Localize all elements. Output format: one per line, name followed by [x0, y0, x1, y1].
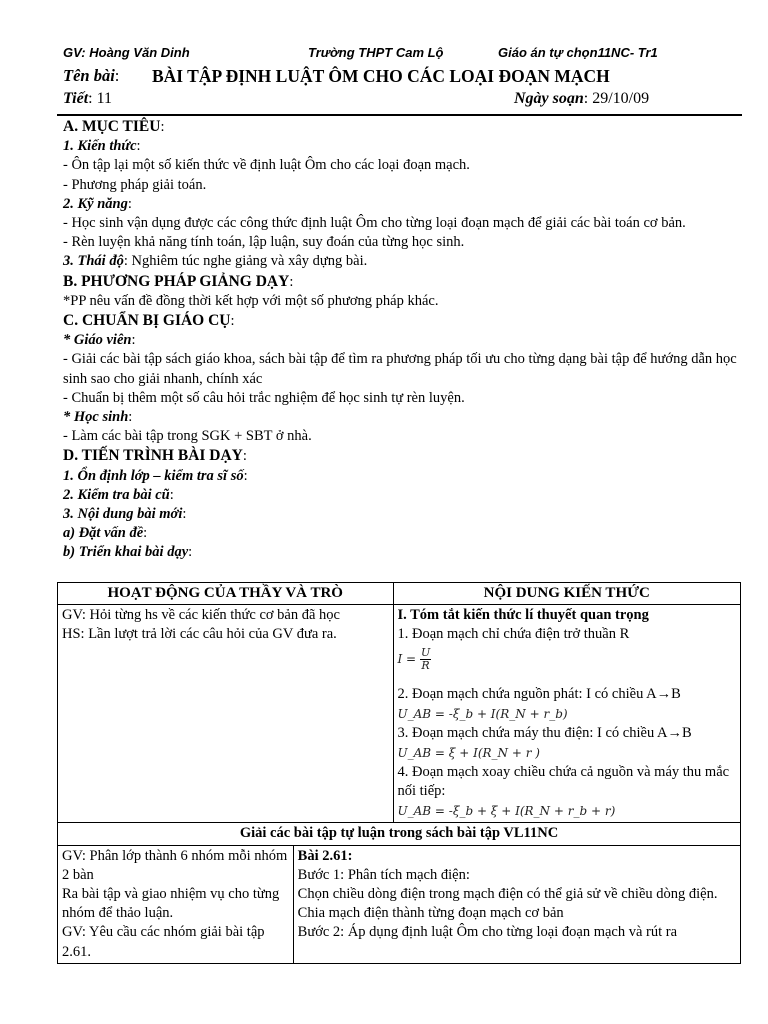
section-d-heading: D. TIẾN TRÌNH BÀI DẠY: [63, 447, 243, 465]
exercise-section-heading: Giải các bài tập tự luận trong sách bài tập VL11NC: [58, 823, 741, 845]
a1-line-2: - Phương pháp giải toán.: [63, 176, 207, 193]
section-a-heading: A. MỤC TIÊU: [63, 118, 161, 135]
column-header-activities: HOẠT ĐỘNG CỦA THẦY VÀ TRÒ: [58, 583, 394, 605]
period-row: [63, 90, 743, 108]
content-line: 4. Đoạn mạch xoay chiều chứa cả nguồn và máy thu mắc nối tiếp:: [397, 764, 730, 800]
formula-ohm: [398, 645, 737, 685]
formula-source: U_AB = -ξ_b + I(R_N + r_b): [397, 706, 568, 721]
date-label: Ngày soạn: [514, 90, 584, 107]
content-line: 1. Đoạn mạch chỉ chứa điện trở thuần R: [397, 626, 630, 643]
formula-ohm-numerator: U: [420, 645, 431, 659]
formula-series: U_AB = -ξ_b + ξ + I(R_N + r_b + r): [397, 804, 616, 819]
lesson-title-row: Tên bài: BÀI TẬP ĐỊNH LUẬT ÔM CHO CÁC LOẠI ĐOẠN MẠCH: [63, 66, 610, 86]
content-line: Bước 1: Phân tích mạch điện:: [297, 866, 470, 883]
document-body: A. MỤC TIÊU: 1. Kiến thức: - Ôn tập lại một số kiến thức về định luật Ôm cho các loại đoạn mạch. - Phương pháp giải toán. 2. Kỹ năng: - Học sinh vận dụng được các công thức định luật Ôm cho từng loại đoạn mạch để giải các bài toán cơ bản. - Rèn luyện khả năng tính toán, lập luận, suy đoán của từng học sinh. 3. Thái độ: Nghiêm túc nghe giảng và xây dựng bài. B. PHƯƠNG PHÁP GIẢNG DẠY: *PP nêu vấn đề đồng thời kết hợp với một số phương pháp khác. C. CHUẨN BỊ GIÁO CỤ: * Giáo viên: - Giải các bài tập sách giáo khoa, sách bài tập để tìm ra phương pháp tối ưu cho từng dạng bài tập để hướng dẫn học sinh sao cho giải nhanh, chính xác - Chuẩn bị thêm một số câu hỏi trắc nghiệm để học sinh tự rèn luyện. * Học sinh: - Làm các bài tập trong SGK + SBT ở nhà. D. TIẾN TRÌNH BÀI DẠY: 1. Ổn định lớp – kiểm tra sĩ số: 2. Kiểm tra bài cũ: 3. Nội dung bài mới: a) Đặt vấn đề: b) Triển khai bài dạy:: [63, 117, 743, 563]
activity-line: GV: Yêu cầu các nhóm giải bài tập 2.61.: [62, 924, 265, 960]
content-line: 3. Đoạn mạch chứa máy thu điện: I có chiều A→B: [397, 724, 692, 741]
section-a3-heading: 3. Thái độ: [63, 253, 124, 270]
content-line: Bước 2: Áp dụng định luật Ôm cho từng loại đoạn mạch và rút ra: [297, 924, 678, 941]
section-d3-heading: 3. Nội dung bài mới: [63, 506, 183, 523]
lesson-table: [57, 582, 741, 964]
activity-line: HS: Lần lượt trả lời các câu hỏi của GV đưa ra.: [62, 626, 337, 643]
section-d2-heading: 2. Kiểm tra bài cũ: [63, 486, 170, 503]
formula-ohm-lhs: I =: [397, 651, 417, 666]
lesson-title: BÀI TẬP ĐỊNH LUẬT ÔM CHO CÁC LOẠI ĐOẠN MẠCH: [152, 66, 610, 86]
header-teacher: GV: Hoàng Văn Dinh: [63, 45, 190, 60]
c1-line-2: - Chuẩn bị thêm một số câu hỏi trắc nghiệm để học sinh tự rèn luyện.: [63, 389, 465, 406]
a3-text: : Nghiêm túc nghe giảng và xây dựng bài.: [123, 253, 368, 270]
content-line: Chọn chiều dòng điện trong mạch điện có thể giả sử về chiều dòng điện.: [297, 886, 718, 903]
table-row: [58, 605, 741, 823]
formula-ohm-fraction: [420, 647, 431, 672]
c2-line-1: - Làm các bài tập trong SGK + SBT ở nhà.: [63, 428, 312, 445]
title-label: Tên bài: [63, 66, 115, 85]
header-school: Trường THPT Cam Lộ: [308, 45, 444, 60]
activity-line: Ra bài tập và giao nhiệm vụ cho từng nhóm để thảo luận.: [62, 886, 280, 922]
section-a2-heading: 2. Kỹ năng: [63, 195, 128, 212]
content-line: Chia mạch điện thành từng đoạn mạch cơ bản: [297, 905, 564, 922]
activity-line: GV: Hỏi từng hs về các kiến thức cơ bản đã học: [62, 607, 340, 624]
content-heading: I. Tóm tắt kiến thức lí thuyết quan trọng: [397, 607, 649, 624]
exercise-title: Bài 2.61:: [297, 847, 353, 864]
column-header-content: NỘI DUNG KIẾN THỨC: [393, 583, 741, 605]
a2-line-2: - Rèn luyện khả năng tính toán, lập luận, suy đoán của từng học sinh.: [63, 234, 465, 251]
section-c2-heading: * Học sinh: [63, 409, 129, 426]
formula-receiver: U_AB = ξ + I(R_N + r ): [397, 746, 540, 761]
content-line: 2. Đoạn mạch chứa nguồn phát: I có chiều A→B: [397, 685, 681, 702]
section-d1-heading: 1. Ổn định lớp – kiểm tra sĩ số: [63, 467, 244, 484]
period-value: : 11: [88, 90, 113, 107]
c1-line-1: - Giải các bài tập sách giáo khoa, sách bài tập để tìm ra phương pháp tối ưu cho từng dạng bài tập để hướng dẫn học sinh sao cho giải nhanh, chính xác: [63, 351, 737, 387]
date-value: : 29/10/09: [583, 90, 650, 107]
table-row: [58, 845, 741, 963]
section-a1-heading: 1. Kiến thức: [63, 138, 137, 155]
activity-cell: [58, 605, 394, 823]
activity-cell: [58, 845, 294, 963]
section-b-heading: B. PHƯƠNG PHÁP GIẢNG DẠY: [63, 272, 290, 290]
section-da-heading: a) Đặt vấn đề: [63, 525, 144, 542]
section-c-heading: C. CHUẨN BỊ GIÁO CỤ: [63, 312, 231, 330]
b-line-1: *PP nêu vấn đề đồng thời kết hợp với một số phương pháp khác.: [63, 292, 439, 309]
activity-line: GV: Phân lớp thành 6 nhóm mỗi nhóm 2 bàn: [62, 847, 288, 883]
a1-line-1: - Ôn tập lại một số kiến thức về định luật Ôm cho các loại đoạn mạch.: [63, 157, 470, 174]
content-cell: [393, 605, 741, 823]
section-c1-heading: * Giáo viên: [63, 332, 132, 349]
header-plan: Giáo án tự chọn11NC- Tr1: [498, 45, 658, 60]
period-label: Tiết: [63, 90, 89, 107]
formula-ohm-denominator: R: [421, 658, 430, 672]
a2-line-1: - Học sinh vận dụng được các công thức định luật Ôm cho từng loại đoạn mạch để giải các bài toán cơ bản.: [63, 215, 686, 232]
content-cell: [293, 845, 740, 963]
header-divider: [57, 114, 742, 116]
section-db-heading: b) Triển khai bài dạy: [63, 544, 189, 561]
